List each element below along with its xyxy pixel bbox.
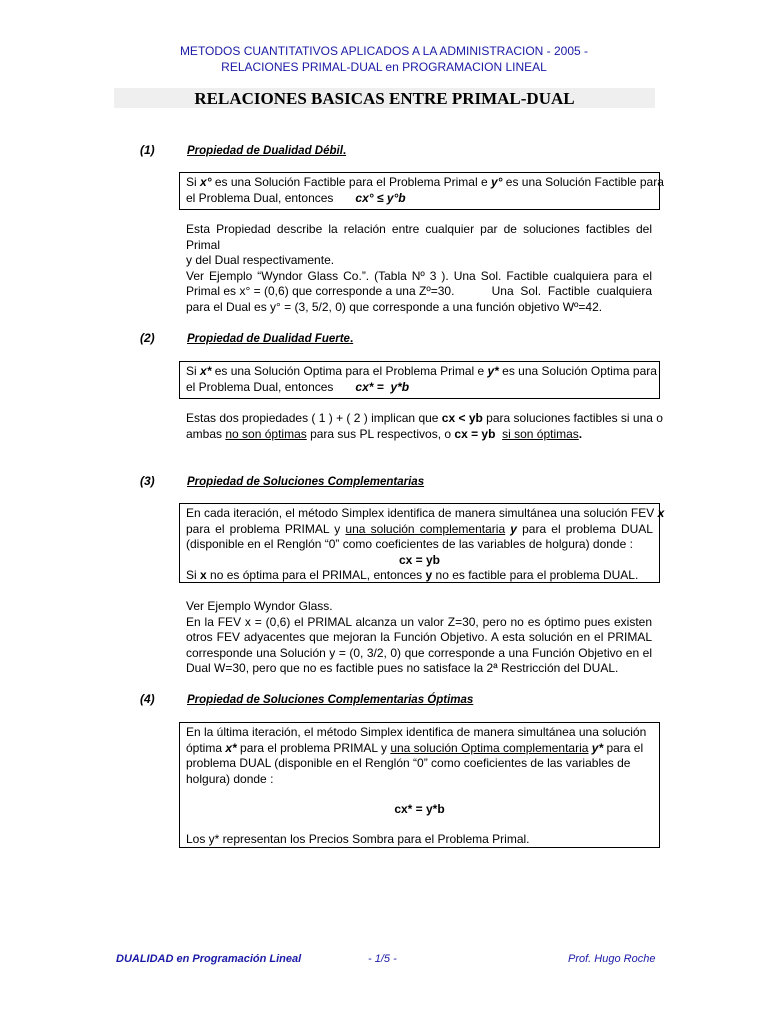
header-line-1: METODOS CUANTITATIVOS APLICADOS A LA ADMINISTRACION - 2005 - — [179, 44, 589, 58]
section-3-title: Propiedad de Soluciones Complementarias — [187, 476, 425, 488]
section-4-title: Propiedad de Soluciones Complementarias Óptimas — [187, 694, 474, 706]
section-4-number: (4) — [140, 692, 155, 706]
section-4-box: En la última iteración, el método Simplex identifica de manera simultánea una solución óptima x* para el problema PRIMAL y una solución Optima complementaria y* para el problema DUAL (disponible en el Renglón “0” como coeficientes de las variables de holgura) donde : cx* = y*b Los y* representan los Precios Sombra para el Problema Primal. — [179, 722, 660, 848]
section-2-box: Si x* es una Solución Optima para el Problema Primal e y* es una Solución Optima para el Problema Dual, entonces cx* = y*b — [179, 361, 660, 399]
section-1-title: Propiedad de Dualidad Débil. — [187, 145, 347, 157]
footer-author: Prof. Hugo Roche — [568, 953, 656, 965]
section-2-title: Propiedad de Dualidad Fuerte. — [187, 333, 354, 345]
section-3-paragraph: Ver Ejemplo Wyndor Glass. En la FEV x = (0,6) el PRIMAL alcanza un valor Z=30, pero no es óptimo pues existen otros FEV adyacentes que mejoran la Función Objetivo. A esta solución en el PRIMAL corresponde una Solución y = (0, 3/2, 0) que corresponde a una Función Objetivo en el Dual W=30, pero que no es factible pues no satisface la 2ª Restricción del DUAL. — [186, 599, 652, 675]
header-line-2: RELACIONES PRIMAL-DUAL en PROGRAMACION LINEAL — [221, 60, 547, 74]
page-title: RELACIONES BASICAS ENTRE PRIMAL-DUAL — [194, 89, 575, 108]
section-1-number: (1) — [140, 143, 155, 157]
section-3-number: (3) — [140, 474, 155, 488]
section-1-paragraph: Esta Propiedad describe la relación entre cualquier par de soluciones factibles del Primal y del Dual respectivamente. Ver Ejemplo “Wyndor Glass Co.”. (Tabla Nº 3 ). Una Sol. Factible cualquiera para el Primal es x° = (0,6) que corresponde a una Zº=30. Una Sol. Factible cualquiera para el Dual es y° = (3, 5/2, 0) que corresponde a una función objetivo Wº=42. — [186, 222, 652, 314]
section-2-number: (2) — [140, 331, 155, 345]
footer-left: DUALIDAD en Programación Lineal — [116, 953, 302, 965]
section-1-box: Si x° es una Solución Factible para el Problema Primal e y° es una Solución Factible para el Problema Dual, entonces cx° ≤ y°b — [179, 172, 660, 210]
section-2-paragraph: Estas dos propiedades ( 1 ) + ( 2 ) implican que cx < yb para soluciones factibles si una o ambas no son óptimas para sus PL respectivos, o cx = yb si son óptimas. — [186, 411, 663, 441]
footer-page-number: - 1/5 - — [368, 953, 397, 965]
section-3-box: En cada iteración, el método Simplex identifica de manera simultánea una solución FEV x para el problema PRIMAL y una solución complementaria y para el problema DUAL (disponible en el Renglón “0” como coeficientes de las variables de holgura) donde : cx = yb Si x no es óptima para el PRIMAL, entonces y no es factible para el problema DUAL. — [179, 503, 660, 583]
